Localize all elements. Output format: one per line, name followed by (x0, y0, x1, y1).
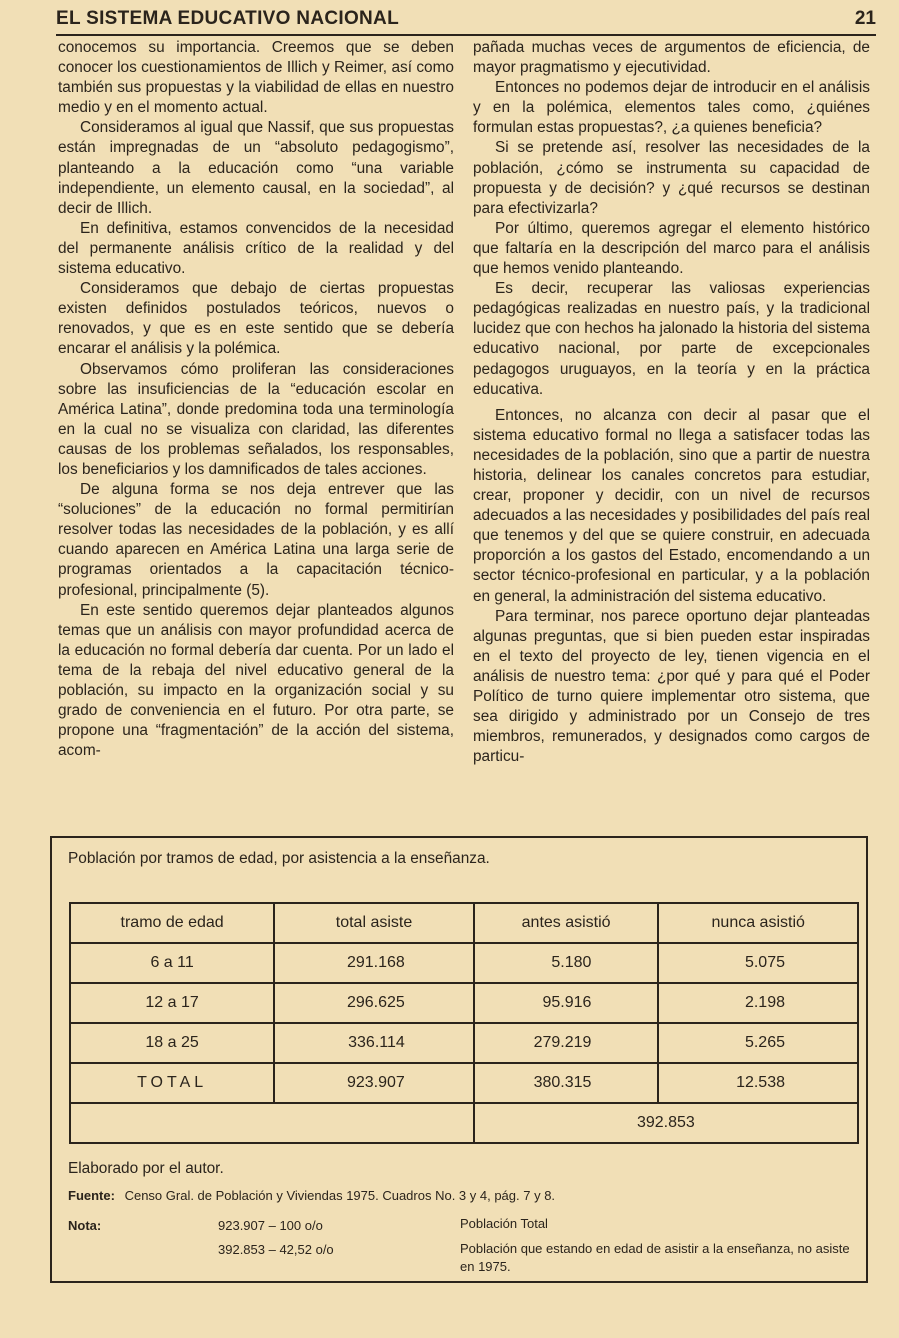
page-number: 21 (854, 8, 876, 29)
paragraph: Entonces no podemos dejar de introducir en el análisis y en la polémica, elementos tales como, ¿quiénes formulan estas propuestas?, ¿a quienes beneficia? (473, 79, 870, 137)
header-title: EL SISTEMA EDUCATIVO NACIONAL (56, 8, 399, 29)
paragraph: En definitiva, estamos convencidos de la necesidad del permanente análisis crítico de la realidad y del sistema educativo. (58, 219, 454, 278)
source-note (68, 1188, 555, 1203)
age-range-cell: 12 a 17 (70, 983, 274, 1023)
age-range-cell: 6 a 11 (70, 943, 274, 983)
table-subtotal-row (70, 1103, 858, 1143)
table-caption: Población por tramos de edad, por asistencia a la enseñanza. (68, 850, 490, 867)
statistics-table-box (50, 836, 868, 1283)
paragraph: conocemos su importancia. Creemos que se deben conocer los cuestionamientos de Illich y Reimer, así como también sus propuestas y la viabilidad de ellas en nuestro medio y en el momento actual. (58, 39, 454, 117)
paragraph: Es decir, recuperar las valiosas experiencias pedagógicas realizadas en nuestro país, y la tradicional lucidez que con hechos ha jalonado la historia del sistema educativo nacional, por parte de excepcionales pedagogos uruguayos, en la teoría y en la práctica educativa. (473, 280, 870, 398)
paragraph: Consideramos que debajo de ciertas propuestas existen definidos postulados teóricos, nuevos o renovados, y que es en este sentido que se debería encarar el análisis y la polémica. (58, 280, 454, 358)
table-total-row (70, 1063, 858, 1103)
total-attends-cell: 336.114 (274, 1023, 474, 1063)
paragraph: Consideramos al igual que Nassif, que sus propuestas están impregnadas de un “absoluto pedagogismo”, planteando a la educación como “una variable independiente, un elemento causal, en la sociedad”, al decir de Illich. (58, 119, 454, 217)
note-description-total: Población Total (460, 1216, 548, 1231)
note-figure-not-attending: 392.853 – 42,52 o/o (218, 1242, 334, 1257)
never-attended-cell: 5.265 (658, 1023, 858, 1063)
table-row (70, 983, 858, 1023)
paragraph: Por último, queremos agregar el elemento histórico que faltaría en la descripción del marco para el análisis que hemos venido planteando. (473, 219, 870, 278)
source-label: Fuente: (68, 1188, 115, 1203)
never-attended-cell: 2.198 (658, 983, 858, 1023)
paragraph: Entonces, no alcanza con decir al pasar que el sistema educativo formal no llega a satisfacer todas las necesidades de la población, sino que a partir de nuestra historia, delinear los canales concretos para estudiar, crear, proponer y decidir, con un nivel de recursos adecuados a las necesidades y posibilidades del país real que tenemos y del que se quiere construir, en adecuada proporción a los gastos del Estado, encomendando a un sector técnico-profesional en particular, y a la población en general, la administración del sistema educativo. (473, 406, 870, 605)
source-text: Censo Gral. de Población y Viviendas 1975. Cuadros No. 3 y 4, pág. 7 y 8. (124, 1188, 556, 1203)
age-range-cell: 18 a 25 (70, 1023, 274, 1063)
paragraph: Para terminar, nos parece oportuno dejar planteadas algunas preguntas, que si bien pueden estar inspiradas en el texto del proyecto de ley, tienen vigencia en el análisis de nuestro tema: ¿por qué y para qué el Poder Político de turno quiere implementar otro sistema, que sea dirigido y administrado por un Consejo de tres miembros, remunerados, y designados como cargos de particu- (473, 607, 870, 766)
right-column (473, 38, 870, 767)
table-header-row (70, 903, 858, 943)
not-attending-subtotal-cell: 392.853 (474, 1103, 858, 1143)
previously-attended-cell: 95.916 (474, 983, 659, 1023)
total-attends-cell: 291.168 (274, 943, 474, 983)
paragraph: Si se pretende así, resolver las necesidades de la población, ¿cómo se instrumenta su capacidad de propuesta y de decisión? y ¿qué recursos se destinan para efectivizarla? (473, 139, 870, 217)
column-header: nunca asistió (658, 903, 858, 943)
never-attended-cell: 5.075 (658, 943, 858, 983)
paragraph: Observamos cómo proliferan las consideraciones sobre las insuficiencias de la “educación escolar en América Latina”, donde predomina toda una terminología en la cual no se visualiza con claridad, las diferentes causas de los problemas señalados, los responsables, los beneficiarios y los damnificados de tales acciones. (58, 360, 454, 478)
total-attends-cell: 923.907 (274, 1063, 474, 1103)
column-header: antes asistió (474, 903, 659, 943)
paragraph: De alguna forma se nos deja entrever que las “soluciones” de la educación no formal permitirían resolver todas las necesidades de la población, y es allí cuando aparecen en América Latina una larga serie de programas orientados a la capacitación técnico-profesional, principalmente (5). (58, 481, 454, 599)
column-header: tramo de edad (70, 903, 274, 943)
left-column (58, 38, 454, 761)
total-label-cell: TOTAL (70, 1063, 274, 1103)
table-row (70, 943, 858, 983)
previously-attended-cell: 380.315 (474, 1063, 659, 1103)
elaborated-by-note: Elaborado por el autor. (68, 1160, 224, 1177)
attendance-table (69, 902, 859, 1144)
column-header: total asiste (274, 903, 474, 943)
note-label: Nota: (68, 1218, 102, 1233)
previously-attended-cell: 5.180 (474, 943, 659, 983)
empty-cell (70, 1103, 474, 1143)
table-row (70, 1023, 858, 1063)
note-figure-total: 923.907 – 100 o/o (218, 1218, 323, 1233)
previously-attended-cell: 279.219 (474, 1023, 659, 1063)
note-description-not-attending: Población que estando en edad de asistir a la enseñanza, no asiste en 1975. (460, 1241, 850, 1274)
paragraph: En este sentido queremos dejar planteados algunos temas que un análisis con mayor profundidad acerca de la educación no formal debería dar cuenta. Por un lado el tema de la rebaja del nivel educativo general de la población, su impacto en la organización social y su grado de conveniencia en el futuro. Por otra parte, se propone una “fragmentación” de la acción del sistema, acom- (58, 601, 454, 760)
running-header (56, 4, 876, 36)
never-attended-cell: 12.538 (658, 1063, 858, 1103)
total-attends-cell: 296.625 (274, 983, 474, 1023)
paragraph: pañada muchas veces de argumentos de eficiencia, de mayor pragmatismo y ejecutividad. (473, 39, 870, 77)
